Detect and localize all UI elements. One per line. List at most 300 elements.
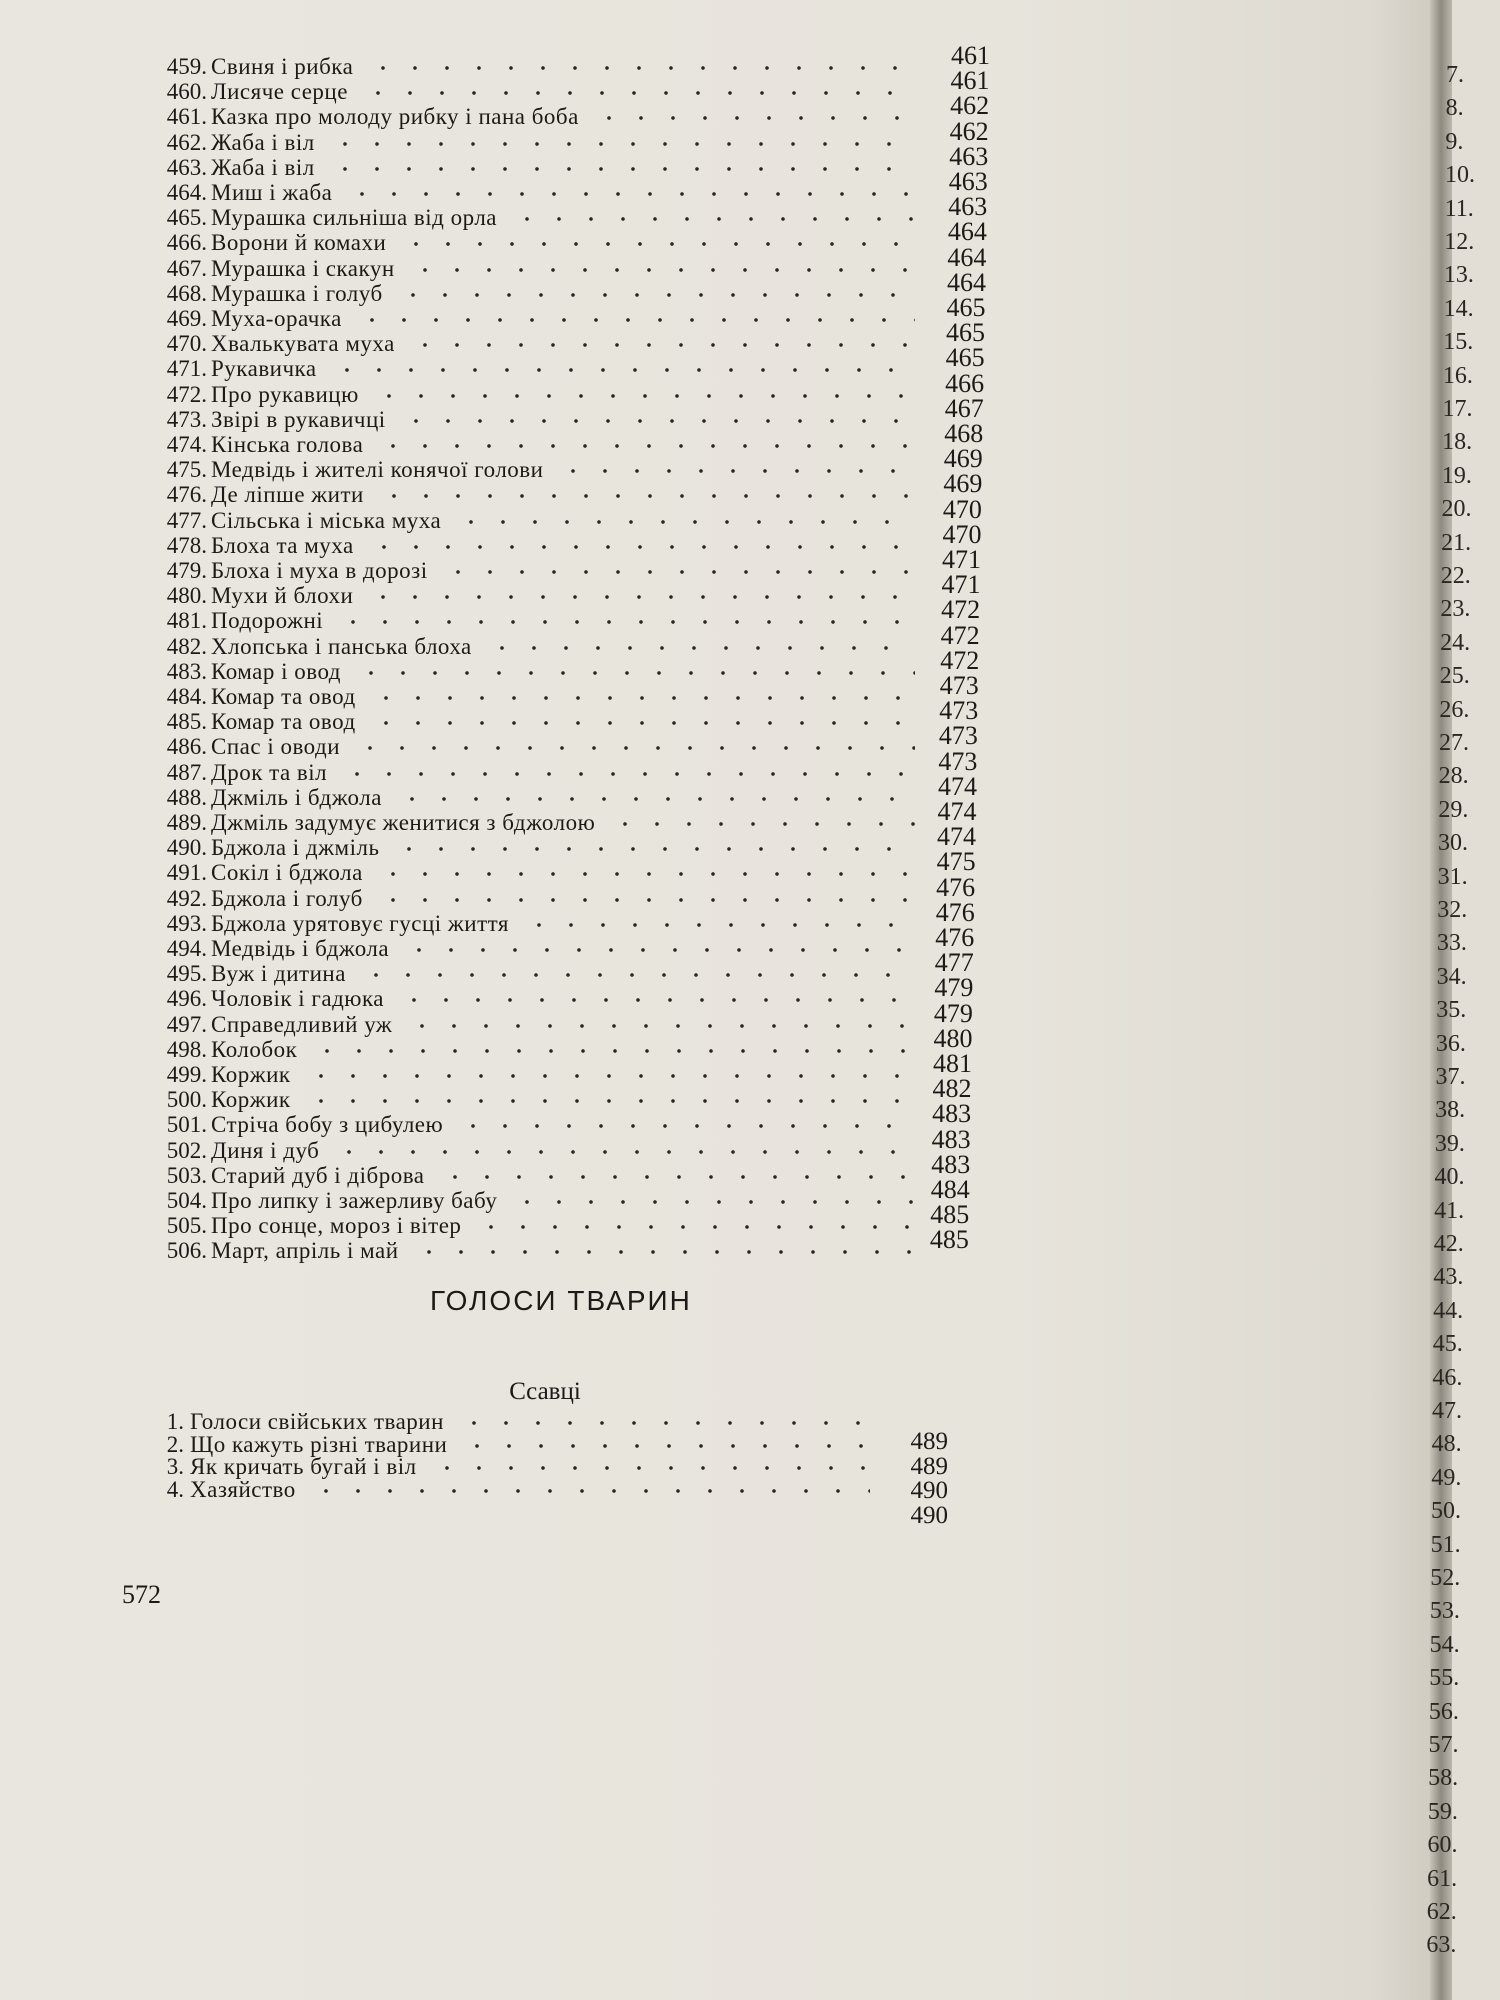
adjacent-page-number: 22. xyxy=(1440,563,1471,589)
entry-number: 497. xyxy=(166,1011,207,1037)
entry-title: Медвідь і жителі конячої голови xyxy=(211,457,544,483)
leader-dots xyxy=(356,318,915,322)
adjacent-page-number: 15. xyxy=(1443,329,1474,356)
entry-page-number: 470 xyxy=(942,519,982,549)
entry-title: Мурашка і скакун xyxy=(211,255,395,281)
section-title: ГОЛОСИ ТВАРИН xyxy=(430,1285,692,1316)
toc-entry xyxy=(155,1061,985,1088)
toc-entry xyxy=(155,1162,985,1189)
toc-entry xyxy=(155,960,985,987)
toc-entry xyxy=(155,683,985,710)
adjacent-page-number: 13. xyxy=(1443,262,1474,289)
adjacent-page-number: 18. xyxy=(1442,429,1473,456)
leader-dots xyxy=(368,545,915,549)
entry-number: 462. xyxy=(166,129,207,155)
entry-number: 477. xyxy=(166,507,207,533)
toc-entry xyxy=(155,481,985,508)
toc-entry xyxy=(155,759,985,786)
entry-title: Джміль задумує женитися з бджолою xyxy=(211,810,596,835)
entry-number: 479. xyxy=(166,558,207,583)
entry-number: 468. xyxy=(166,280,207,306)
leader-dots xyxy=(413,1250,915,1254)
adjacent-page-number: 46. xyxy=(1432,1364,1463,1391)
adjacent-page-number: 11. xyxy=(1444,195,1474,222)
leader-dots xyxy=(367,595,915,599)
entry-title: Бджола і джміль xyxy=(211,835,380,861)
toc-entry xyxy=(155,229,985,256)
entry-page-number: 461 xyxy=(950,66,990,96)
adjacent-page-number: 54. xyxy=(1429,1631,1460,1658)
leader-dots xyxy=(442,570,915,574)
toc-entry xyxy=(155,532,985,559)
adjacent-page-number: 50. xyxy=(1430,1498,1461,1525)
entry-number: 485. xyxy=(166,709,207,735)
folio-page-number: 572 xyxy=(122,1580,161,1609)
entry-number: 494. xyxy=(166,936,207,961)
entry-page-number: 462 xyxy=(949,116,989,146)
entry-number: 490. xyxy=(166,835,207,861)
leader-dots xyxy=(398,998,915,1002)
toc-entry xyxy=(155,859,985,886)
entry-number: 506. xyxy=(166,1238,207,1264)
leader-dots xyxy=(458,1421,870,1425)
adjacent-page-number: 39. xyxy=(1434,1130,1465,1157)
entry-number: 488. xyxy=(166,784,207,810)
leader-dots xyxy=(403,948,915,952)
entry-title: Спас і оводи xyxy=(211,734,341,760)
leader-dots xyxy=(337,620,915,624)
entry-page-number: 463 xyxy=(949,141,989,171)
leader-dots xyxy=(329,167,915,171)
leader-dots xyxy=(333,1150,915,1154)
entry-number: 489. xyxy=(166,810,207,835)
entry-title: Про сонце, мороз і вітер xyxy=(211,1213,462,1239)
entry-page-number: 464 xyxy=(947,242,987,272)
adjacent-page-number: 55. xyxy=(1429,1665,1460,1692)
adjacent-page-number: 9. xyxy=(1445,128,1464,155)
leader-dots xyxy=(593,116,915,120)
entry-number: 481. xyxy=(166,608,207,634)
leader-dots xyxy=(393,847,915,851)
entry-title: Блоха та муха xyxy=(211,532,354,558)
entry-number: 460. xyxy=(166,79,207,105)
leader-dots xyxy=(406,1024,915,1028)
toc-entry xyxy=(155,809,985,836)
entry-number: 491. xyxy=(166,860,207,886)
entry-title: Мурашка сильніша від орла xyxy=(211,205,498,231)
entry-title: Жаба і віл xyxy=(211,154,315,180)
entry-number: 469. xyxy=(166,306,207,331)
adjacent-page-number: 33. xyxy=(1436,930,1467,957)
leader-dots xyxy=(461,1444,870,1448)
entry-title: Коржик xyxy=(211,1062,291,1087)
entry-page-number: 465 xyxy=(945,343,985,373)
leader-dots xyxy=(377,872,915,876)
leader-dots xyxy=(609,822,915,826)
leader-dots xyxy=(397,293,915,297)
leader-dots xyxy=(373,394,915,398)
entry-title: Хвалькувата муха xyxy=(211,331,395,357)
leader-dots xyxy=(355,671,915,675)
entry-title: Про рукавицю xyxy=(211,381,359,407)
entry-page-number: 464 xyxy=(946,267,986,297)
toc-entry xyxy=(155,129,985,156)
entry-title: Як кричать бугай і віл xyxy=(190,1454,417,1479)
adjacent-page-number: 51. xyxy=(1430,1531,1461,1558)
adjacent-page-number: 63. xyxy=(1426,1932,1457,1959)
entry-page-number: 479 xyxy=(933,998,973,1028)
leader-dots xyxy=(305,1074,915,1078)
leader-dots xyxy=(370,696,915,700)
entry-number: 467. xyxy=(166,255,207,281)
adjacent-page-number: 17. xyxy=(1442,396,1473,422)
leader-dots xyxy=(329,142,915,146)
leader-dots xyxy=(475,1225,915,1229)
adjacent-page-number: 32. xyxy=(1437,897,1468,923)
adjacent-page-number: 36. xyxy=(1435,1030,1466,1057)
adjacent-page-number: 59. xyxy=(1427,1798,1458,1825)
adjacent-page-number: 28. xyxy=(1438,763,1469,790)
adjacent-page-number: 16. xyxy=(1442,362,1473,389)
entry-page-number: 473 xyxy=(938,721,978,751)
entry-title: Бджола урятовує гусці життя xyxy=(211,910,509,936)
entry-title: Март, апріль і май xyxy=(211,1238,399,1264)
adjacent-page-number: 62. xyxy=(1426,1899,1457,1925)
adjacent-page-number: 57. xyxy=(1428,1732,1459,1758)
entry-page-number: 464 xyxy=(947,217,987,247)
adjacent-page-number: 23. xyxy=(1440,596,1471,623)
adjacent-page-edge xyxy=(1426,0,1500,2000)
leader-dots xyxy=(396,797,915,801)
adjacent-page-number: 30. xyxy=(1437,830,1468,857)
adjacent-page-number: 37. xyxy=(1435,1064,1466,1090)
entry-number: 464. xyxy=(166,180,207,205)
entry-title: Мухи й блохи xyxy=(211,583,354,609)
adjacent-page-number: 61. xyxy=(1427,1865,1458,1892)
entry-number: 476. xyxy=(166,482,207,508)
entry-page-number: 485 xyxy=(930,1200,970,1230)
leader-dots xyxy=(400,242,915,246)
adjacent-page-number: 44. xyxy=(1433,1297,1464,1324)
entry-title: Вуж і дитина xyxy=(211,961,346,987)
entry-title: Коржик xyxy=(211,1087,291,1113)
entry-page-number: 483 xyxy=(932,1099,972,1129)
toc-entry xyxy=(155,204,985,231)
leader-dots xyxy=(377,444,915,448)
entry-number: 483. xyxy=(166,658,207,684)
toc-entry xyxy=(155,456,985,483)
entry-number: 503. xyxy=(166,1162,207,1188)
entry-title: Казка про молоду рибку і пана боба xyxy=(211,104,579,130)
entry-page-number: 470 xyxy=(942,494,982,524)
entry-page-number: 469 xyxy=(943,469,983,499)
toc-entry xyxy=(155,280,985,307)
entry-title: Комар та овод xyxy=(211,684,356,709)
adjacent-page-number: 34. xyxy=(1436,963,1467,990)
entry-number: 465. xyxy=(166,205,207,231)
leader-dots xyxy=(331,368,915,372)
entry-page-number: 489 xyxy=(910,1428,948,1455)
entry-title: Ворони й комахи xyxy=(211,230,387,256)
toc-entry xyxy=(155,784,985,811)
toc-entry xyxy=(155,431,985,458)
adjacent-page-number: 56. xyxy=(1428,1698,1459,1725)
entry-page-number: 490 xyxy=(910,1477,948,1504)
leader-dots xyxy=(431,1466,870,1470)
entry-title: Муха-орачка xyxy=(211,306,342,331)
adjacent-page-number: 10. xyxy=(1444,162,1475,189)
entry-number: 471. xyxy=(166,356,207,382)
entry-number: 493. xyxy=(166,910,207,936)
leader-dots xyxy=(367,66,915,70)
adjacent-page-number: 21. xyxy=(1441,529,1472,556)
toc-entry xyxy=(155,255,985,282)
entry-number: 484. xyxy=(166,684,207,709)
toc-entry xyxy=(155,985,985,1012)
entry-page-number: 485 xyxy=(929,1225,969,1255)
toc-entry xyxy=(155,1187,985,1214)
leader-dots xyxy=(341,772,915,776)
entry-page-number: 473 xyxy=(938,746,978,776)
adjacent-page-number: 7. xyxy=(1446,62,1464,88)
toc-entry xyxy=(155,355,985,382)
toc-entry xyxy=(155,78,985,105)
entry-number: 492. xyxy=(166,885,207,911)
entry-page-number: 468 xyxy=(944,419,984,448)
toc-entry xyxy=(155,154,985,181)
entry-title: Сільська і міська муха xyxy=(211,507,442,533)
entry-page-number: 480 xyxy=(933,1023,973,1053)
leader-dots xyxy=(511,1200,915,1204)
leader-dots xyxy=(457,1124,915,1128)
entry-title: Комар та овод xyxy=(211,709,356,735)
entry-number: 3. xyxy=(166,1454,184,1479)
toc-entry xyxy=(155,103,985,130)
entry-title: Жаба і віл xyxy=(211,129,315,155)
entry-title: Хазяйство xyxy=(190,1476,296,1502)
adjacent-page-number: 45. xyxy=(1432,1331,1463,1358)
entry-page-number: 479 xyxy=(934,973,974,1003)
entry-number: 459. xyxy=(166,54,207,79)
entry-page-number: 472 xyxy=(941,595,981,625)
adjacent-page-number: 60. xyxy=(1427,1832,1458,1859)
entry-title: Медвідь і бджола xyxy=(211,936,390,961)
entry-page-number: 473 xyxy=(939,671,979,700)
section-entry xyxy=(160,1476,950,1503)
entry-title: Де ліпше жити xyxy=(211,482,364,508)
leader-dots xyxy=(511,217,915,221)
entry-title: Про липку і зажерливу бабу xyxy=(211,1188,498,1213)
adjacent-page-number: 38. xyxy=(1435,1097,1466,1124)
entry-title: Лисяче серце xyxy=(211,79,348,105)
entry-number: 504. xyxy=(166,1188,207,1213)
leader-dots xyxy=(409,343,915,347)
adjacent-page-number: 40. xyxy=(1434,1164,1465,1191)
entry-page-number: 474 xyxy=(937,771,977,801)
entry-number: 2. xyxy=(166,1431,184,1457)
toc-entry xyxy=(155,910,985,937)
entry-number: 498. xyxy=(166,1036,207,1062)
entry-title: Блоха і муха в дорозі xyxy=(211,558,428,583)
entry-title: Кінська голова xyxy=(211,432,364,457)
toc-entry xyxy=(155,633,985,660)
adjacent-page-number: 25. xyxy=(1439,663,1470,690)
entry-title: Голоси свійських тварин xyxy=(190,1409,444,1434)
entry-page-number: 483 xyxy=(931,1124,971,1154)
entry-page-number: 461 xyxy=(951,41,990,70)
entry-number: 474. xyxy=(166,432,207,457)
entry-page-number: 473 xyxy=(939,696,979,726)
leader-dots xyxy=(370,721,915,725)
entry-title: Свиня і рибка xyxy=(211,54,354,79)
entry-number: 505. xyxy=(166,1213,207,1239)
entry-number: 486. xyxy=(166,734,207,760)
entry-page-number: 472 xyxy=(940,620,980,650)
entry-number: 487. xyxy=(166,759,207,785)
entry-page-number: 471 xyxy=(942,545,981,574)
adjacent-page-number: 53. xyxy=(1429,1598,1460,1625)
toc-entry xyxy=(155,1036,985,1063)
entry-page-number: 475 xyxy=(936,847,976,877)
leader-dots xyxy=(557,469,915,473)
entry-title: Диня і дуб xyxy=(211,1137,320,1163)
toc-entry xyxy=(155,708,985,735)
leader-dots xyxy=(523,923,915,927)
entry-page-number: 476 xyxy=(936,872,976,902)
entry-page-number: 484 xyxy=(930,1175,970,1204)
entry-page-number: 483 xyxy=(931,1149,971,1179)
adjacent-page-number: 27. xyxy=(1439,730,1469,756)
adjacent-page-number: 26. xyxy=(1439,696,1470,723)
entry-title: Бджола і голуб xyxy=(211,885,363,911)
toc-entry xyxy=(155,557,985,584)
entry-number: 482. xyxy=(166,633,207,659)
entry-page-number: 463 xyxy=(948,167,988,196)
entry-number: 470. xyxy=(166,331,207,357)
entry-page-number: 472 xyxy=(940,645,980,675)
entry-page-number: 474 xyxy=(937,797,977,826)
toc-entry xyxy=(155,733,985,760)
leader-dots xyxy=(378,494,915,498)
leader-dots xyxy=(455,520,915,524)
leader-dots xyxy=(310,1489,870,1493)
entry-page-number: 462 xyxy=(950,91,990,121)
leader-dots xyxy=(486,646,915,650)
entry-number: 1. xyxy=(166,1409,184,1434)
adjacent-page-number: 49. xyxy=(1431,1464,1462,1491)
toc-entry xyxy=(155,582,985,609)
entry-number: 500. xyxy=(166,1087,207,1113)
entry-page-number: 465 xyxy=(946,318,986,348)
entry-title: Дрок та віл xyxy=(211,759,328,785)
toc-entry xyxy=(155,935,985,962)
entry-title: Мурашка і голуб xyxy=(211,280,383,306)
entry-title: Стріча бобу з цибулею xyxy=(211,1112,444,1138)
entry-number: 499. xyxy=(166,1062,207,1087)
toc-entry xyxy=(155,406,985,433)
entry-title: Джміль і бджола xyxy=(211,784,382,810)
adjacent-page-number: 41. xyxy=(1434,1197,1465,1224)
toc-entry xyxy=(155,53,985,80)
entry-number: 502. xyxy=(166,1137,207,1163)
entry-page-number: 476 xyxy=(935,923,975,952)
entry-number: 466. xyxy=(166,230,207,256)
adjacent-page-number: 48. xyxy=(1431,1431,1462,1458)
toc-entry xyxy=(155,330,985,357)
adjacent-page-number: 42. xyxy=(1433,1231,1464,1257)
leader-dots xyxy=(360,973,915,977)
leader-dots xyxy=(439,1175,915,1179)
entry-page-number: 481 xyxy=(933,1049,972,1078)
entry-number: 463. xyxy=(166,154,207,180)
leader-dots xyxy=(377,898,915,902)
toc-entry xyxy=(155,381,985,408)
toc-entry xyxy=(155,1111,985,1138)
leader-dots xyxy=(311,1049,915,1053)
entry-title: Справедливий уж xyxy=(211,1011,393,1037)
entry-page-number: 467 xyxy=(944,393,984,423)
leader-dots xyxy=(400,419,915,423)
adjacent-page-number: 52. xyxy=(1430,1565,1461,1591)
leader-dots xyxy=(305,1099,915,1103)
entry-number: 475. xyxy=(166,457,207,483)
entry-title: Чоловік і гадюка xyxy=(211,986,384,1012)
entry-title: Рукавичка xyxy=(211,356,317,382)
adjacent-page-number: 29. xyxy=(1438,796,1469,823)
subsection-title: Ссавці xyxy=(509,1378,581,1405)
entry-page-number: 490 xyxy=(910,1501,948,1529)
toc-entry xyxy=(155,607,985,634)
toc-entry xyxy=(155,305,985,332)
adjacent-page-number: 20. xyxy=(1441,496,1472,523)
leader-dots xyxy=(362,91,915,95)
toc-entry xyxy=(155,1011,985,1038)
toc-entry xyxy=(155,834,985,861)
adjacent-page-number: 58. xyxy=(1428,1765,1459,1792)
adjacent-page-number: 24. xyxy=(1440,629,1471,656)
toc-entry xyxy=(155,179,985,206)
leader-dots xyxy=(354,746,915,750)
leader-dots xyxy=(409,268,915,272)
entry-page-number: 476 xyxy=(935,897,975,927)
entry-page-number: 471 xyxy=(941,570,981,600)
toc-entry xyxy=(155,1137,985,1164)
entry-title: Подорожні xyxy=(211,608,324,634)
entry-number: 478. xyxy=(166,532,207,558)
toc-entry xyxy=(155,885,985,912)
entry-title: Комар і овод xyxy=(211,658,341,684)
entry-page-number: 489 xyxy=(910,1452,948,1480)
entry-page-number: 466 xyxy=(945,368,985,398)
entry-title: Старий дуб і діброва xyxy=(211,1162,425,1188)
adjacent-page-number: 47. xyxy=(1432,1398,1462,1424)
entry-title: Що кажуть різні тварини xyxy=(190,1431,448,1457)
toc-entry xyxy=(155,658,985,685)
adjacent-page-number: 12. xyxy=(1444,229,1475,255)
toc-entry xyxy=(155,507,985,534)
entry-number: 461. xyxy=(166,104,207,130)
entry-title: Миш і жаба xyxy=(211,180,333,205)
entry-number: 495. xyxy=(166,961,207,987)
entry-page-number: 474 xyxy=(937,822,977,852)
entry-number: 496. xyxy=(166,986,207,1012)
adjacent-page-number: 31. xyxy=(1437,863,1468,890)
toc-entry xyxy=(155,1237,985,1264)
entry-title: Колобок xyxy=(211,1036,298,1062)
entry-number: 480. xyxy=(166,583,207,609)
entry-number: 501. xyxy=(166,1112,207,1138)
adjacent-page-number: 19. xyxy=(1441,462,1472,489)
